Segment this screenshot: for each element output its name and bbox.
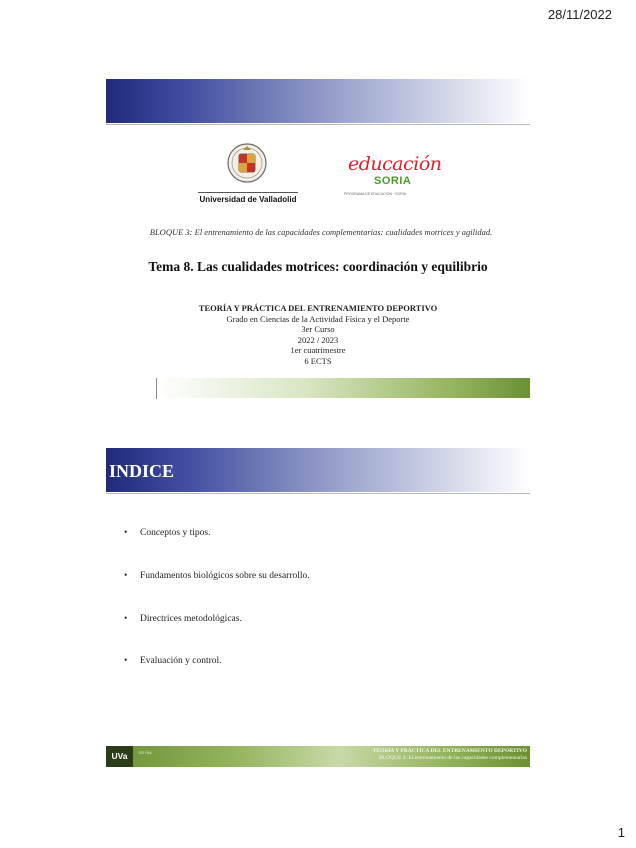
list-item-label: Evaluación y control. [140, 656, 222, 666]
course-subject: TEORÍA Y PRÁCTICA DEL ENTRENAMIENTO DEPORTIVO [198, 303, 438, 313]
bullet-icon: • [124, 656, 128, 666]
slide-title [106, 79, 530, 402]
list-item-label: Conceptos y tipos. [140, 528, 211, 538]
list-item-label: Directrices metodológicas. [140, 614, 242, 624]
header-divider [106, 124, 530, 125]
header-divider [106, 493, 530, 494]
course-degree: Grado en Ciencias de la Actividad Física y el Deporte [226, 313, 410, 324]
list-item [124, 656, 222, 666]
header-gradient-band [106, 79, 530, 123]
page-number: 1 [617, 825, 625, 840]
education-logo-soria: SORIA [374, 175, 412, 187]
soria-logo-icon: SO RIA [138, 750, 152, 755]
course-academic-year: 2022 / 2023 [297, 334, 339, 345]
course-year-level: 3er Curso [301, 324, 335, 334]
course-credits: 6 ECTS [304, 355, 332, 366]
bullet-icon: • [124, 571, 128, 581]
list-item [124, 528, 210, 538]
education-logo-word: educación [348, 153, 442, 175]
list-item [124, 614, 242, 624]
print-date: 28/11/2022 [547, 7, 612, 22]
list-item [124, 571, 310, 581]
footer-line-2: BLOQUE 3: El entrenamiento de las capacidades complementarias [379, 755, 527, 761]
slide-heading: INDICE [109, 461, 175, 481]
bullet-icon: • [124, 614, 128, 624]
education-logo-subtitle: PROGRAMA DE EDUCACIÓN · SORIA [344, 192, 407, 196]
list-item-label: Fundamentos biológicos sobre su desarrollo. [140, 571, 310, 581]
course-info [106, 303, 530, 366]
bullet-icon: • [124, 528, 128, 538]
footer-text [373, 748, 527, 762]
uva-logo-icon: UVa [106, 746, 133, 767]
slide-heading: Tema 8. Las cualidades motrices: coordinación y equilibrio [148, 259, 488, 274]
footer-gradient-band [156, 378, 530, 398]
footer-line-1: TEORÍA Y PRÁCTICA DEL ENTRENAMIENTO DEPORTIVO [372, 748, 527, 754]
university-name: Universidad de Valladolid [198, 192, 298, 204]
block-subtitle: BLOQUE 3: El entrenamiento de las capacidades complementarias: cualidades motrices y agilidad. [149, 227, 493, 237]
course-semester: 1er cuatrimestre [290, 345, 346, 355]
slide-index [106, 448, 530, 770]
footer-divider [156, 378, 157, 399]
